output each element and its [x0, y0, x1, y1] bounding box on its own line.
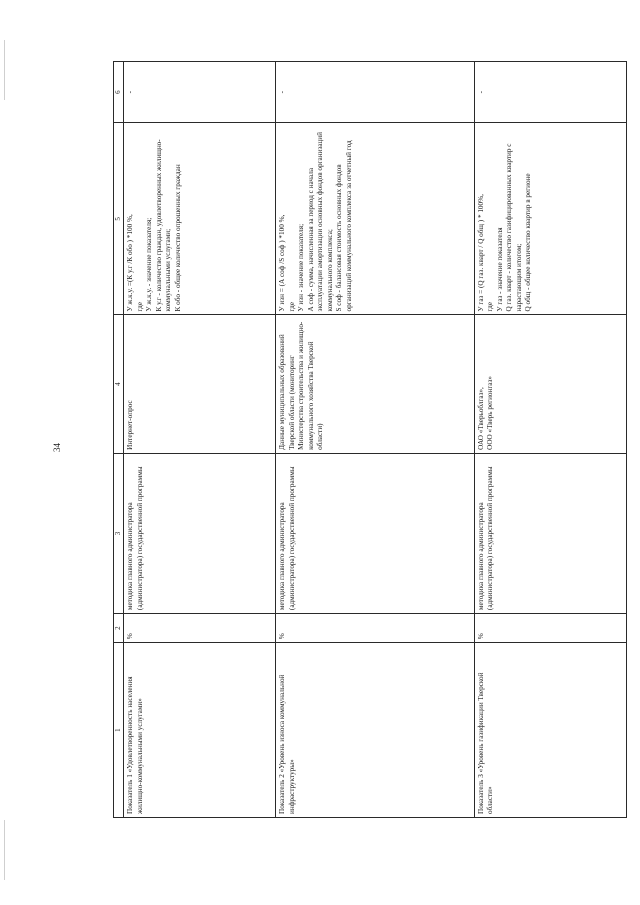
- source-cell: ОАО «Тверьоблгаз», ООО «Тверь регионгаз»: [474, 315, 626, 453]
- note-cell: -: [276, 62, 475, 123]
- method-cell: методика главного администратора (администратора) государственной программы: [276, 453, 475, 613]
- indicators-table: [113, 61, 627, 818]
- method-cell: методика главного администратора (администратора) государственной программы: [474, 453, 626, 613]
- header-cell: 3: [114, 453, 124, 613]
- header-cell: 2: [114, 614, 124, 643]
- unit-cell: %: [276, 614, 475, 643]
- formula-cell: У газ = (Q газ. кварт / Q общ ) * 100%, где У газ - значение показателя Q газ. кварт - количество газифицированных квартир с нарастающим итогом; Q общ - общее количество квартир в регионе: [474, 123, 626, 315]
- rotated-table-sheet: [113, 61, 627, 818]
- indicator-name: Показатель 1 «Удовлетворенность населения жилищно-коммунальными услугами»: [124, 643, 276, 818]
- source-cell: Интернет-опрос: [124, 315, 276, 453]
- table-row: [124, 62, 276, 818]
- header-cell: 6: [114, 62, 124, 123]
- source-cell: Данные муниципальных образований Тверской области (мониторинг Министерства строительства и жилищно-коммунального хозяйства Тверской области): [276, 315, 475, 453]
- header-cell: 1: [114, 643, 124, 818]
- formula-cell: У ж.к.у. =(К у.г /К обо ) *100 %, где У ж.к.у. - значение показателя; К у.г - количество граждан, удовлетворенных жилищно-коммунальными услугами; К обо - общее количество опрошенных граждан: [124, 123, 276, 315]
- scan-artifact-line-top: [4, 40, 5, 100]
- indicator-name: Показатель 2 «Уровень износа коммунальной инфраструктуры»: [276, 643, 475, 818]
- header-cell: 5: [114, 123, 124, 315]
- table-row: [276, 62, 475, 818]
- formula-cell: У изн = (А соф /S соф ) *100 %, где У изн - значение показателя; А соф - сумма, начисленная за период с начала эксплуатации амортизации основных фондов организаций коммунального комплекса; S соф - балансовая стоимость основных фондов организаций коммунального комплекса за отчетный год: [276, 123, 475, 315]
- indicator-name: Показатель 3 «Уровень газификации Тверской области»: [474, 643, 626, 818]
- method-cell: методика главного администратора (администратора) государственной программы: [124, 453, 276, 613]
- unit-cell: %: [124, 614, 276, 643]
- scan-artifact-line-bottom: [4, 820, 5, 880]
- note-cell: -: [474, 62, 626, 123]
- table-header-row: [114, 62, 124, 818]
- page-number: 34: [52, 443, 62, 452]
- table-row: [474, 62, 626, 818]
- note-cell: -: [124, 62, 276, 123]
- unit-cell: %: [474, 614, 626, 643]
- header-cell: 4: [114, 315, 124, 453]
